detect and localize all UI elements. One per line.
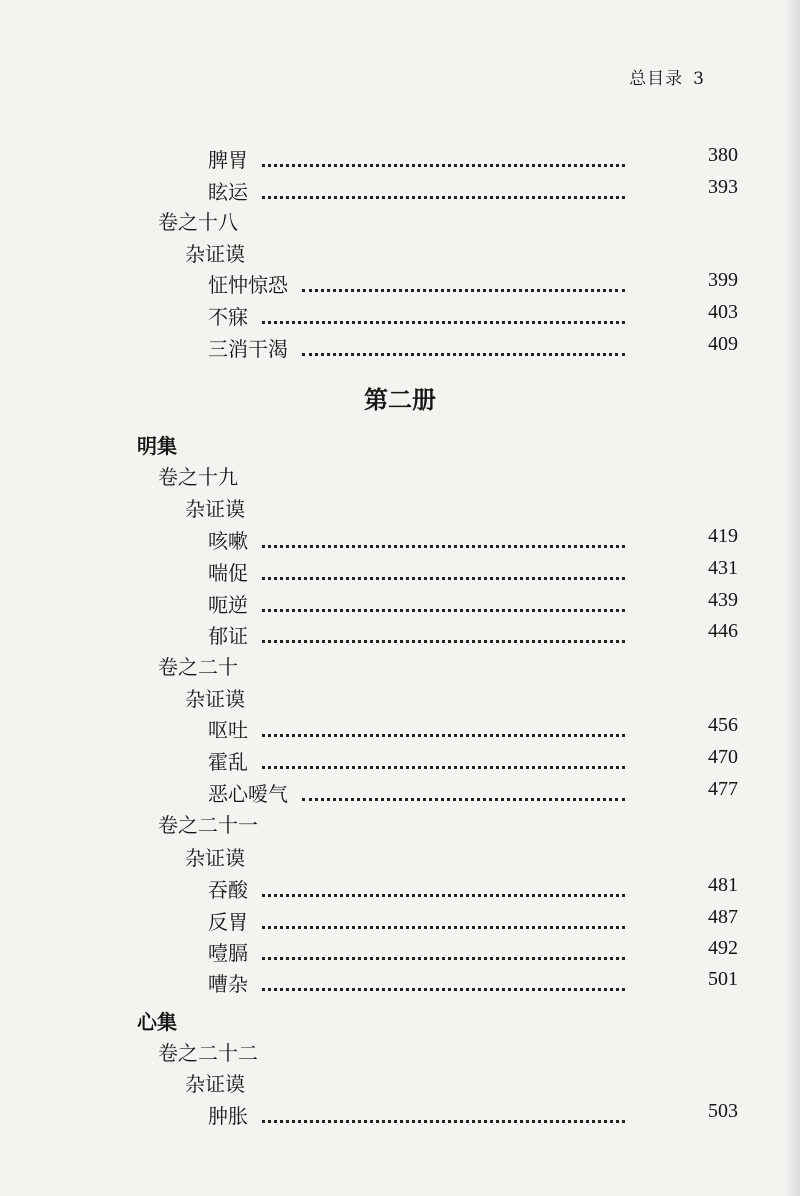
entry-title: 霍乱	[208, 750, 248, 774]
entry-title: 反胃	[208, 910, 248, 934]
toc-entry	[208, 620, 738, 649]
entry-page-number: 501	[708, 968, 738, 990]
toc-entry	[208, 746, 738, 775]
volume-heading: 卷之二十	[158, 655, 238, 679]
collection-heading: 明集	[137, 434, 177, 458]
entry-page-number: 503	[708, 1100, 738, 1122]
volume-heading: 卷之二十一	[158, 813, 258, 837]
entry-title: 呕吐	[208, 718, 248, 742]
dot-leader	[262, 196, 625, 199]
section-heading: 杂证谟	[185, 1072, 245, 1096]
entry-page-number: 439	[708, 589, 738, 611]
entry-title: 喘促	[208, 561, 248, 585]
entry-title: 噎膈	[208, 941, 248, 965]
dot-leader	[262, 640, 625, 643]
toc-entry	[208, 144, 738, 173]
dot-leader	[262, 1120, 625, 1123]
entry-page-number: 409	[708, 333, 738, 355]
entry-page-number: 399	[708, 269, 738, 291]
toc-entry	[208, 589, 738, 618]
entry-title: 怔忡惊恐	[208, 273, 288, 297]
dot-leader	[262, 164, 625, 167]
section-heading: 杂证谟	[185, 687, 245, 711]
entry-title: 恶心嗳气	[208, 782, 288, 806]
collection-heading: 心集	[137, 1010, 177, 1034]
entry-page-number: 380	[708, 144, 738, 166]
section-heading: 杂证谟	[185, 242, 245, 266]
dot-leader	[262, 957, 625, 960]
entry-page-number: 492	[708, 937, 738, 959]
entry-title: 不寐	[208, 305, 248, 329]
entry-page-number: 456	[708, 714, 738, 736]
entry-title: 呃逆	[208, 593, 248, 617]
entry-title: 眩运	[208, 180, 248, 204]
entry-page-number: 393	[708, 176, 738, 198]
toc-entry	[208, 525, 738, 554]
entry-title: 三消干渴	[208, 337, 288, 361]
dot-leader	[262, 321, 625, 324]
entry-title: 咳嗽	[208, 529, 248, 553]
entry-page-number: 477	[708, 778, 738, 800]
entry-title: 吞酸	[208, 878, 248, 902]
entry-page-number: 419	[708, 525, 738, 547]
dot-leader	[302, 289, 625, 292]
volume-heading: 卷之十八	[158, 210, 238, 234]
toc-entry	[208, 176, 738, 205]
book-heading: 第二册	[364, 385, 436, 414]
dot-leader	[262, 609, 625, 612]
volume-heading: 卷之十九	[158, 465, 238, 489]
toc-entry	[208, 714, 738, 743]
entry-page-number: 470	[708, 746, 738, 768]
dot-leader	[262, 577, 625, 580]
toc-entry	[208, 301, 738, 330]
entry-page-number: 446	[708, 620, 738, 642]
toc-entry	[208, 1100, 738, 1129]
header-page-number: 3	[693, 69, 705, 89]
dot-leader	[262, 988, 625, 991]
entry-title: 嘈杂	[208, 972, 248, 996]
entry-page-number: 481	[708, 874, 738, 896]
toc-entry	[208, 968, 738, 997]
toc-entry	[208, 906, 738, 935]
toc-entry	[208, 333, 738, 362]
entry-page-number: 403	[708, 301, 738, 323]
dot-leader	[262, 766, 625, 769]
toc-entry	[208, 269, 738, 298]
entry-title: 肿胀	[208, 1104, 248, 1128]
entry-title: 脾胃	[208, 148, 248, 172]
volume-heading: 卷之二十二	[158, 1041, 258, 1065]
entry-page-number: 487	[708, 906, 738, 928]
section-heading: 杂证谟	[185, 846, 245, 870]
toc-entry	[208, 557, 738, 586]
dot-leader	[302, 798, 625, 801]
toc-entry	[208, 778, 738, 807]
dot-leader	[262, 545, 625, 548]
dot-leader	[262, 734, 625, 737]
dot-leader	[262, 926, 625, 929]
toc-entry	[208, 937, 738, 966]
entry-title: 郁证	[208, 624, 248, 648]
entry-page-number: 431	[708, 557, 738, 579]
dot-leader	[262, 894, 625, 897]
header-title: 总目录	[629, 69, 684, 89]
section-heading: 杂证谟	[185, 497, 245, 521]
toc-entry	[208, 874, 738, 903]
dot-leader	[302, 353, 625, 356]
